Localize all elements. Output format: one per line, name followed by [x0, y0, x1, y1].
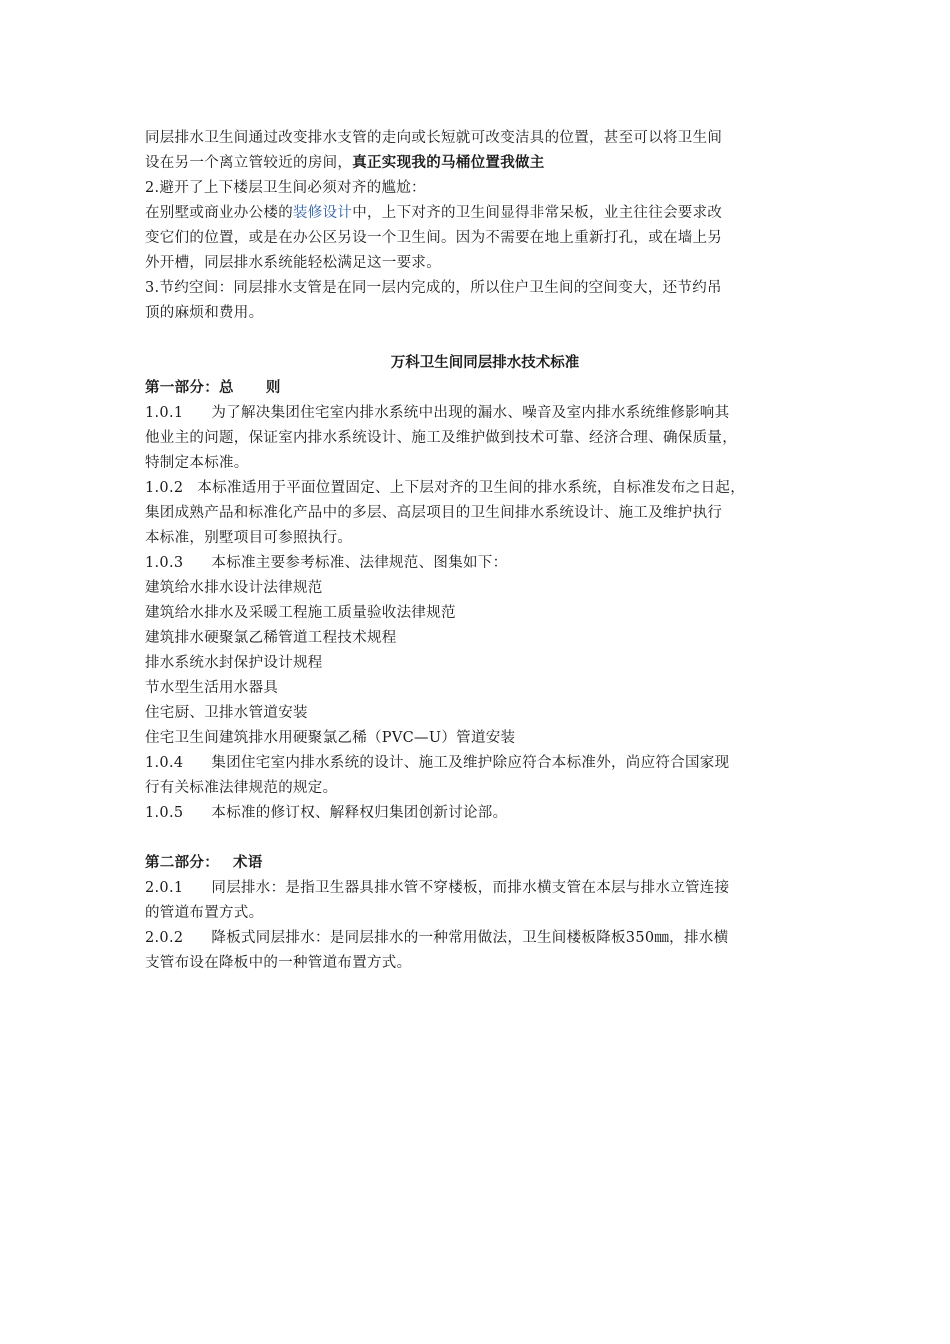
point-3-line-2: 顶的麻烦和费用。 [145, 305, 264, 321]
point-3-line-1: 3.节约空间：同层排水支管是在同一层内完成的，所以住户卫生间的空间变大，还节约吊 [145, 280, 722, 296]
clause-1-0-3-line-1 [145, 551, 825, 576]
part-1-heading-b: 则 [265, 380, 281, 396]
point-2-line-2: 变它们的位置，或是在办公区另设一个卫生间。因为不需要在地上重新打孔，或在墙上另 [145, 230, 723, 246]
reference-item: 建筑给水排水设计法律规范 [145, 580, 323, 596]
spacer [145, 826, 825, 851]
clause-text: 本标准的修订权、解释权归集团创新讨论部。 [211, 805, 508, 821]
reference-item: 排水系统水封保护设计规程 [145, 655, 323, 671]
part-2-heading [145, 851, 825, 876]
clause-text: 本标准主要参考标准、法律规范、图集如下： [211, 555, 508, 571]
clause-2-0-2-line-2: 支管布设在降板中的一种管道布置方式。 [145, 955, 412, 971]
point-2-heading: 2.避开了上下楼层卫生间必须对齐的尴尬： [145, 180, 426, 196]
clause-1-0-2-line-1 [145, 476, 825, 501]
clause-1-0-5-line-1 [145, 801, 825, 826]
clause-2-0-1-line-1 [145, 876, 825, 901]
clause-number: 1.0.4 [145, 755, 184, 771]
point-2-line-1 [145, 201, 825, 226]
document-page [145, 126, 825, 976]
clause-2-0-2-line-1 [145, 926, 825, 951]
clause-2-0-1-line-2: 的管道布置方式。 [145, 905, 264, 921]
intro-emphasis: 真正实现我的马桶位置我做主 [352, 155, 545, 171]
clause-1-0-1-line-2: 他业主的问题，保证室内排水系统设计、施工及维护做到技术可靠、经济合理、确保质量， [145, 430, 737, 446]
clause-text: 集团住宅室内排水系统的设计、施工及维护除应符合本标准外，尚应符合国家现 [211, 755, 730, 771]
clause-1-0-2-line-3: 本标准，别墅项目可参照执行。 [145, 530, 353, 546]
reference-item: 建筑排水硬聚氯乙稀管道工程技术规程 [145, 630, 397, 646]
point-2-text-pre: 在别墅或商业办公楼的 [145, 205, 293, 221]
point-2-text-post: 中，上下对齐的卫生间显得非常呆板，业主往往会要求改 [352, 205, 723, 221]
point-2-line-3: 外开槽，同层排水系统能轻松满足这一要求。 [145, 255, 441, 271]
reference-item: 建筑给水排水及采暖工程施工质量验收法律规范 [145, 605, 456, 621]
reference-item: 住宅厨、卫排水管道安装 [145, 705, 308, 721]
clause-number: 1.0.1 [145, 405, 184, 421]
clause-number: 2.0.1 [145, 880, 184, 896]
reference-item: 住宅卫生间建筑排水用硬聚氯乙稀（PVC—U）管道安装 [145, 730, 516, 746]
clause-1-0-1-line-1 [145, 401, 825, 426]
intro-line-1: 同层排水卫生间通过改变排水支管的走向或长短就可改变洁具的位置，甚至可以将卫生间 [145, 130, 723, 146]
part-2-heading-a: 第二部分： [145, 855, 219, 871]
part-2-heading-b: 术语 [233, 855, 263, 871]
clause-1-0-2-line-2: 集团成熟产品和标准化产品中的多层、高层项目的卫生间排水系统设计、施工及维护执行 [145, 505, 723, 521]
clause-text: 本标准适用于平面位置固定、上下层对齐的卫生间的排水系统，自标准发布之日起， [197, 480, 746, 496]
part-1-heading [145, 376, 825, 401]
clause-1-0-4-line-1 [145, 751, 825, 776]
spacer [145, 326, 825, 351]
renovation-design-link[interactable]: 装修设计 [293, 205, 353, 221]
part-1-heading-a: 第一部分：总 [145, 380, 234, 396]
clause-1-0-1-line-3: 特制定本标准。 [145, 455, 249, 471]
clause-number: 2.0.2 [145, 930, 184, 946]
intro-line-2-text: 设在另一个离立管较近的房间， [145, 155, 353, 171]
standard-title: 万科卫生间同层排水技术标准 [390, 355, 580, 371]
clause-1-0-4-line-2: 行有关标准法律规范的规定。 [145, 780, 338, 796]
clause-number: 1.0.5 [145, 805, 184, 821]
intro-line-2 [145, 151, 825, 176]
clause-number: 1.0.2 [145, 480, 184, 496]
clause-text: 为了解决集团住宅室内排水系统中出现的漏水、噪音及室内排水系统维修影响其 [211, 405, 730, 421]
clause-text: 同层排水：是指卫生器具排水管不穿楼板，而排水横支管在本层与排水立管连接 [211, 880, 730, 896]
clause-number: 1.0.3 [145, 555, 184, 571]
clause-text: 降板式同层排水：是同层排水的一种常用做法，卫生间楼板降板350㎜，排水横 [211, 930, 729, 946]
reference-item: 节水型生活用水器具 [145, 680, 279, 696]
